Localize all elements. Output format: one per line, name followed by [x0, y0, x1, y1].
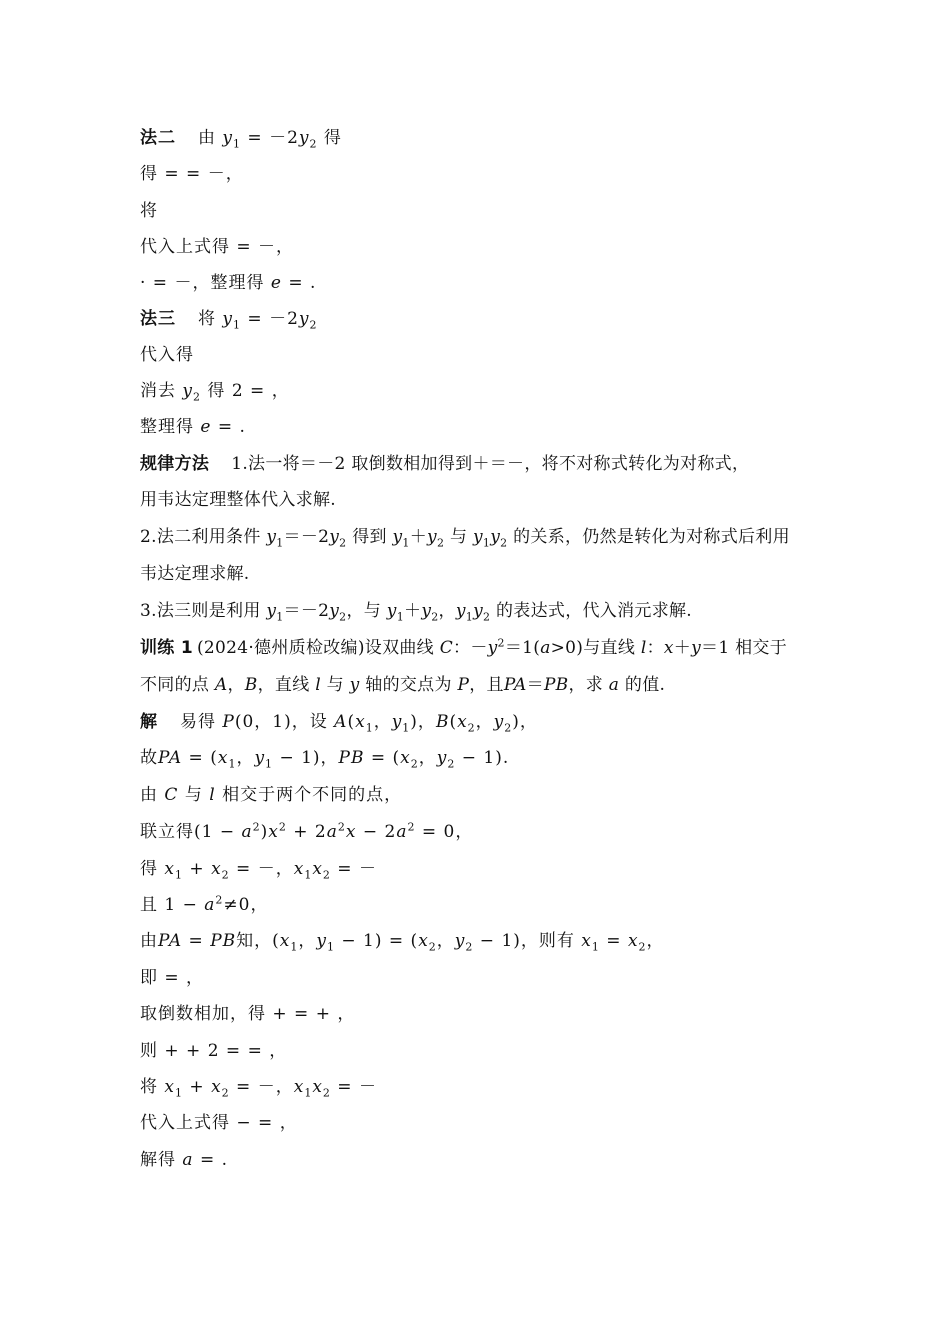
rule-line: 韦达定理求解. — [140, 564, 250, 584]
solution-line: 故PA = ($x_1$，$y_1 - 1$)，PB = ($x_2$，$y_2 - 1$). — [140, 748, 510, 771]
text-line: · = －，整理得 e = . — [140, 273, 317, 293]
solution-line: 解 易得 P(0，1)，设 $A(x_1$，$y_1$)，$B(x_2$，$y_2$)， — [140, 712, 538, 735]
solution-line: 联立得$(1 - a^2)x^2 + 2a^2x - 2a^2 = 0$， — [140, 820, 474, 842]
text-line: 将 — [140, 201, 158, 221]
training-line: 不同的点 A，B，直线 l 与 y 轴的交点为 P，且PA＝PB，求 a 的值. — [140, 675, 666, 695]
text-line: 得 = = －， — [140, 164, 244, 184]
solution-label: 解 — [140, 712, 158, 732]
method3-line: 法三 将 $y_1 = -2y_2$ — [140, 309, 318, 332]
solution-line: 且 $1 - a^2\ne 0$， — [140, 893, 269, 915]
solution-line: 即 = ， — [140, 968, 205, 988]
method2-label: 法二 — [140, 128, 176, 148]
text-line: 代入得 — [140, 345, 194, 365]
method3-label: 法三 — [140, 309, 176, 329]
training-label: 训练 1 — [140, 638, 193, 658]
rule-line — [140, 452, 749, 476]
text-line: 代入上式得 = －， — [140, 237, 295, 257]
rule-line: 用韦达定理整体代入求解. — [140, 490, 337, 510]
solution-line: 则 + + 2 = = ， — [140, 1041, 288, 1061]
solution-line: 解得 a = . — [140, 1150, 229, 1170]
solution-line: 由PA = PB知，($x_1$，$y_1 - 1) = (x_2$，$y_2 - 1$)，则有 $x_1 = x_2$， — [140, 931, 665, 954]
method2-line: 法二 由 $y_1 = -2y_2$ 得 — [140, 128, 342, 151]
rule-text: 1.法一将＝－2 取倒数相加得到＋＝－，将不对称式转化为对称式， — [231, 454, 750, 474]
solution-line: 由 C 与 l 相交于两个不同的点， — [140, 785, 403, 805]
solution-line: 取倒数相加，得 + = + ， — [140, 1004, 356, 1024]
solution-line: 得 $x_1 + x_2$ = －，$x_1x_2$ = － — [140, 859, 377, 882]
text-line: 消去 $y_2$ 得 2 = ， — [140, 381, 290, 404]
training-line: 训练 1 (2024·德州质检改编)设双曲线 C：$-y^2=1(a>0)$与直线 l：x＋y＝1 相交于 — [140, 636, 788, 658]
text-line: 整理得 e = . — [140, 417, 246, 437]
solution-line: 将 $x_1 + x_2$ = －，$x_1x_2$ = － — [140, 1077, 377, 1100]
rule-line: 3.法三则是利用 $y_1=-2y_2$，与 $y_1+y_2$，$y_1y_2$ 的表达式，代入消元求解. — [140, 601, 693, 624]
rule-line: 2.法二利用条件 $y_1=-2y_2$ 得到 $y_1+y_2$ 与 $y_1y_2$ 的关系，仍然是转化为对称式后利用 — [140, 527, 790, 550]
solution-line: 代入上式得 − = ， — [140, 1113, 298, 1133]
rule-label: 规律方法 — [140, 454, 210, 474]
